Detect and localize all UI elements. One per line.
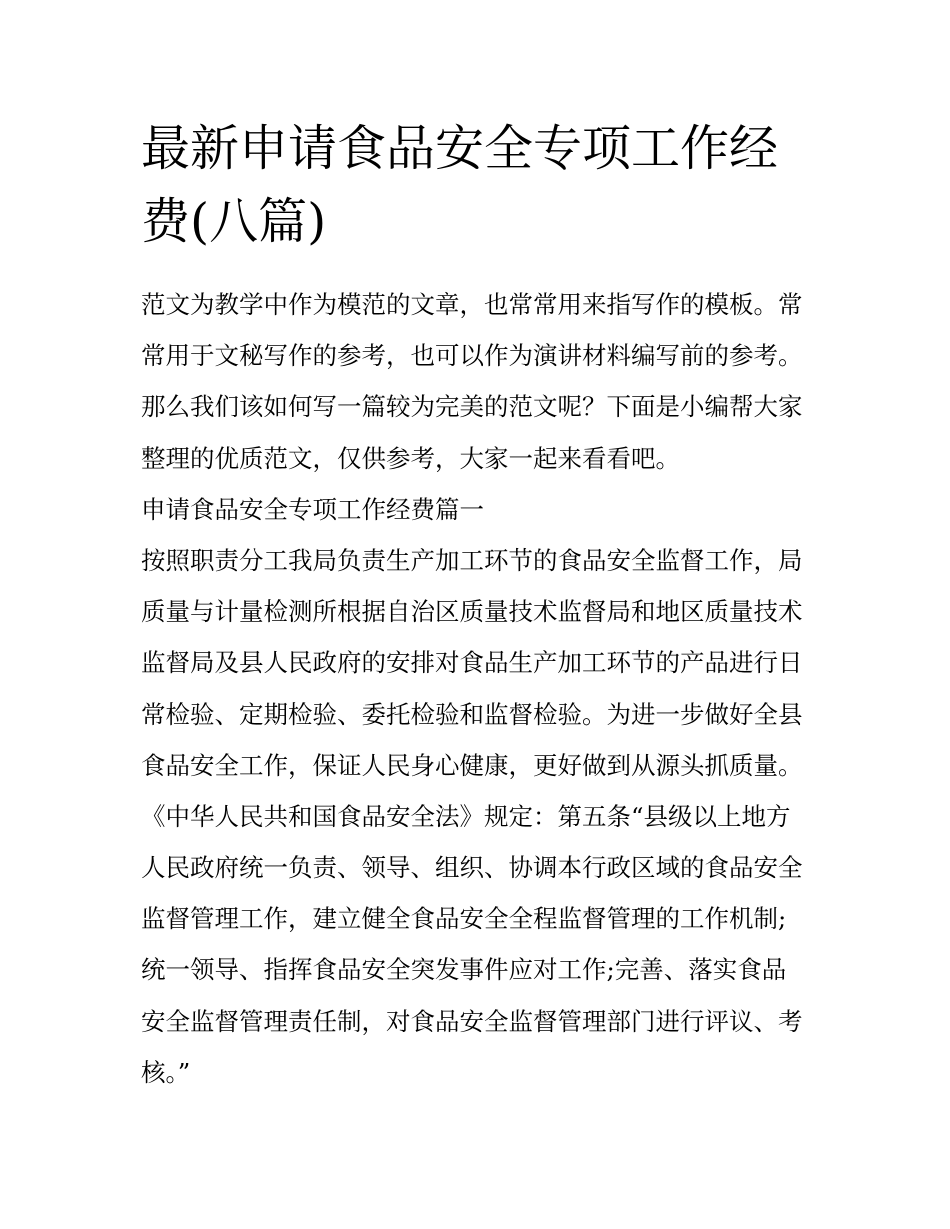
document-body — [141, 279, 831, 1098]
body-line: 监督局及县人民政府的安排对食品生产加工环节的产品进行日 — [141, 648, 803, 678]
body-line: 统一领导、指挥食品安全突发事件应对工作;完善、落实食品 — [141, 955, 787, 985]
title-line: 最新申请食品安全专项工作经 — [141, 120, 779, 177]
document-title — [141, 112, 821, 258]
body-line: 常用于文秘写作的参考，也可以作为演讲材料编写前的参考。 — [141, 341, 803, 371]
body-line: 那么我们该如何写一篇较为完美的范文呢？下面是小编帮大家 — [141, 392, 803, 422]
body-line: 安全监督管理责任制，对食品安全监督管理部门进行评议、考 — [141, 1006, 803, 1036]
body-line: 《中华人民共和国食品安全法》规定：第五条“县级以上地方 — [141, 801, 791, 831]
body-line: 整理的优质范文，仅供参考，大家一起来看看吧。 — [141, 443, 680, 473]
body-line: 按照职责分工我局负责生产加工环节的食品安全监督工作，局 — [141, 545, 803, 575]
body-line: 监督管理工作，建立健全食品安全全程监督管理的工作机制; — [141, 904, 787, 934]
body-line: 食品安全工作，保证人民身心健康，更好做到从源头抓质量。 — [141, 750, 803, 780]
section-heading: 申请食品安全专项工作经费篇一 — [141, 494, 484, 524]
title-line: 费(八篇) — [141, 193, 327, 250]
body-line: 常检验、定期检验、委托检验和监督检验。为进一步做好全县 — [141, 699, 803, 729]
body-line: 范文为教学中作为模范的文章，也常常用来指写作的模板。常 — [141, 290, 803, 319]
body-line: 核。” — [141, 1057, 191, 1087]
body-line: 质量与计量检测所根据自治区质量技术监督局和地区质量技术 — [141, 597, 803, 627]
body-line: 人民政府统一负责、领导、组织、协调本行政区域的食品安全 — [141, 853, 803, 883]
